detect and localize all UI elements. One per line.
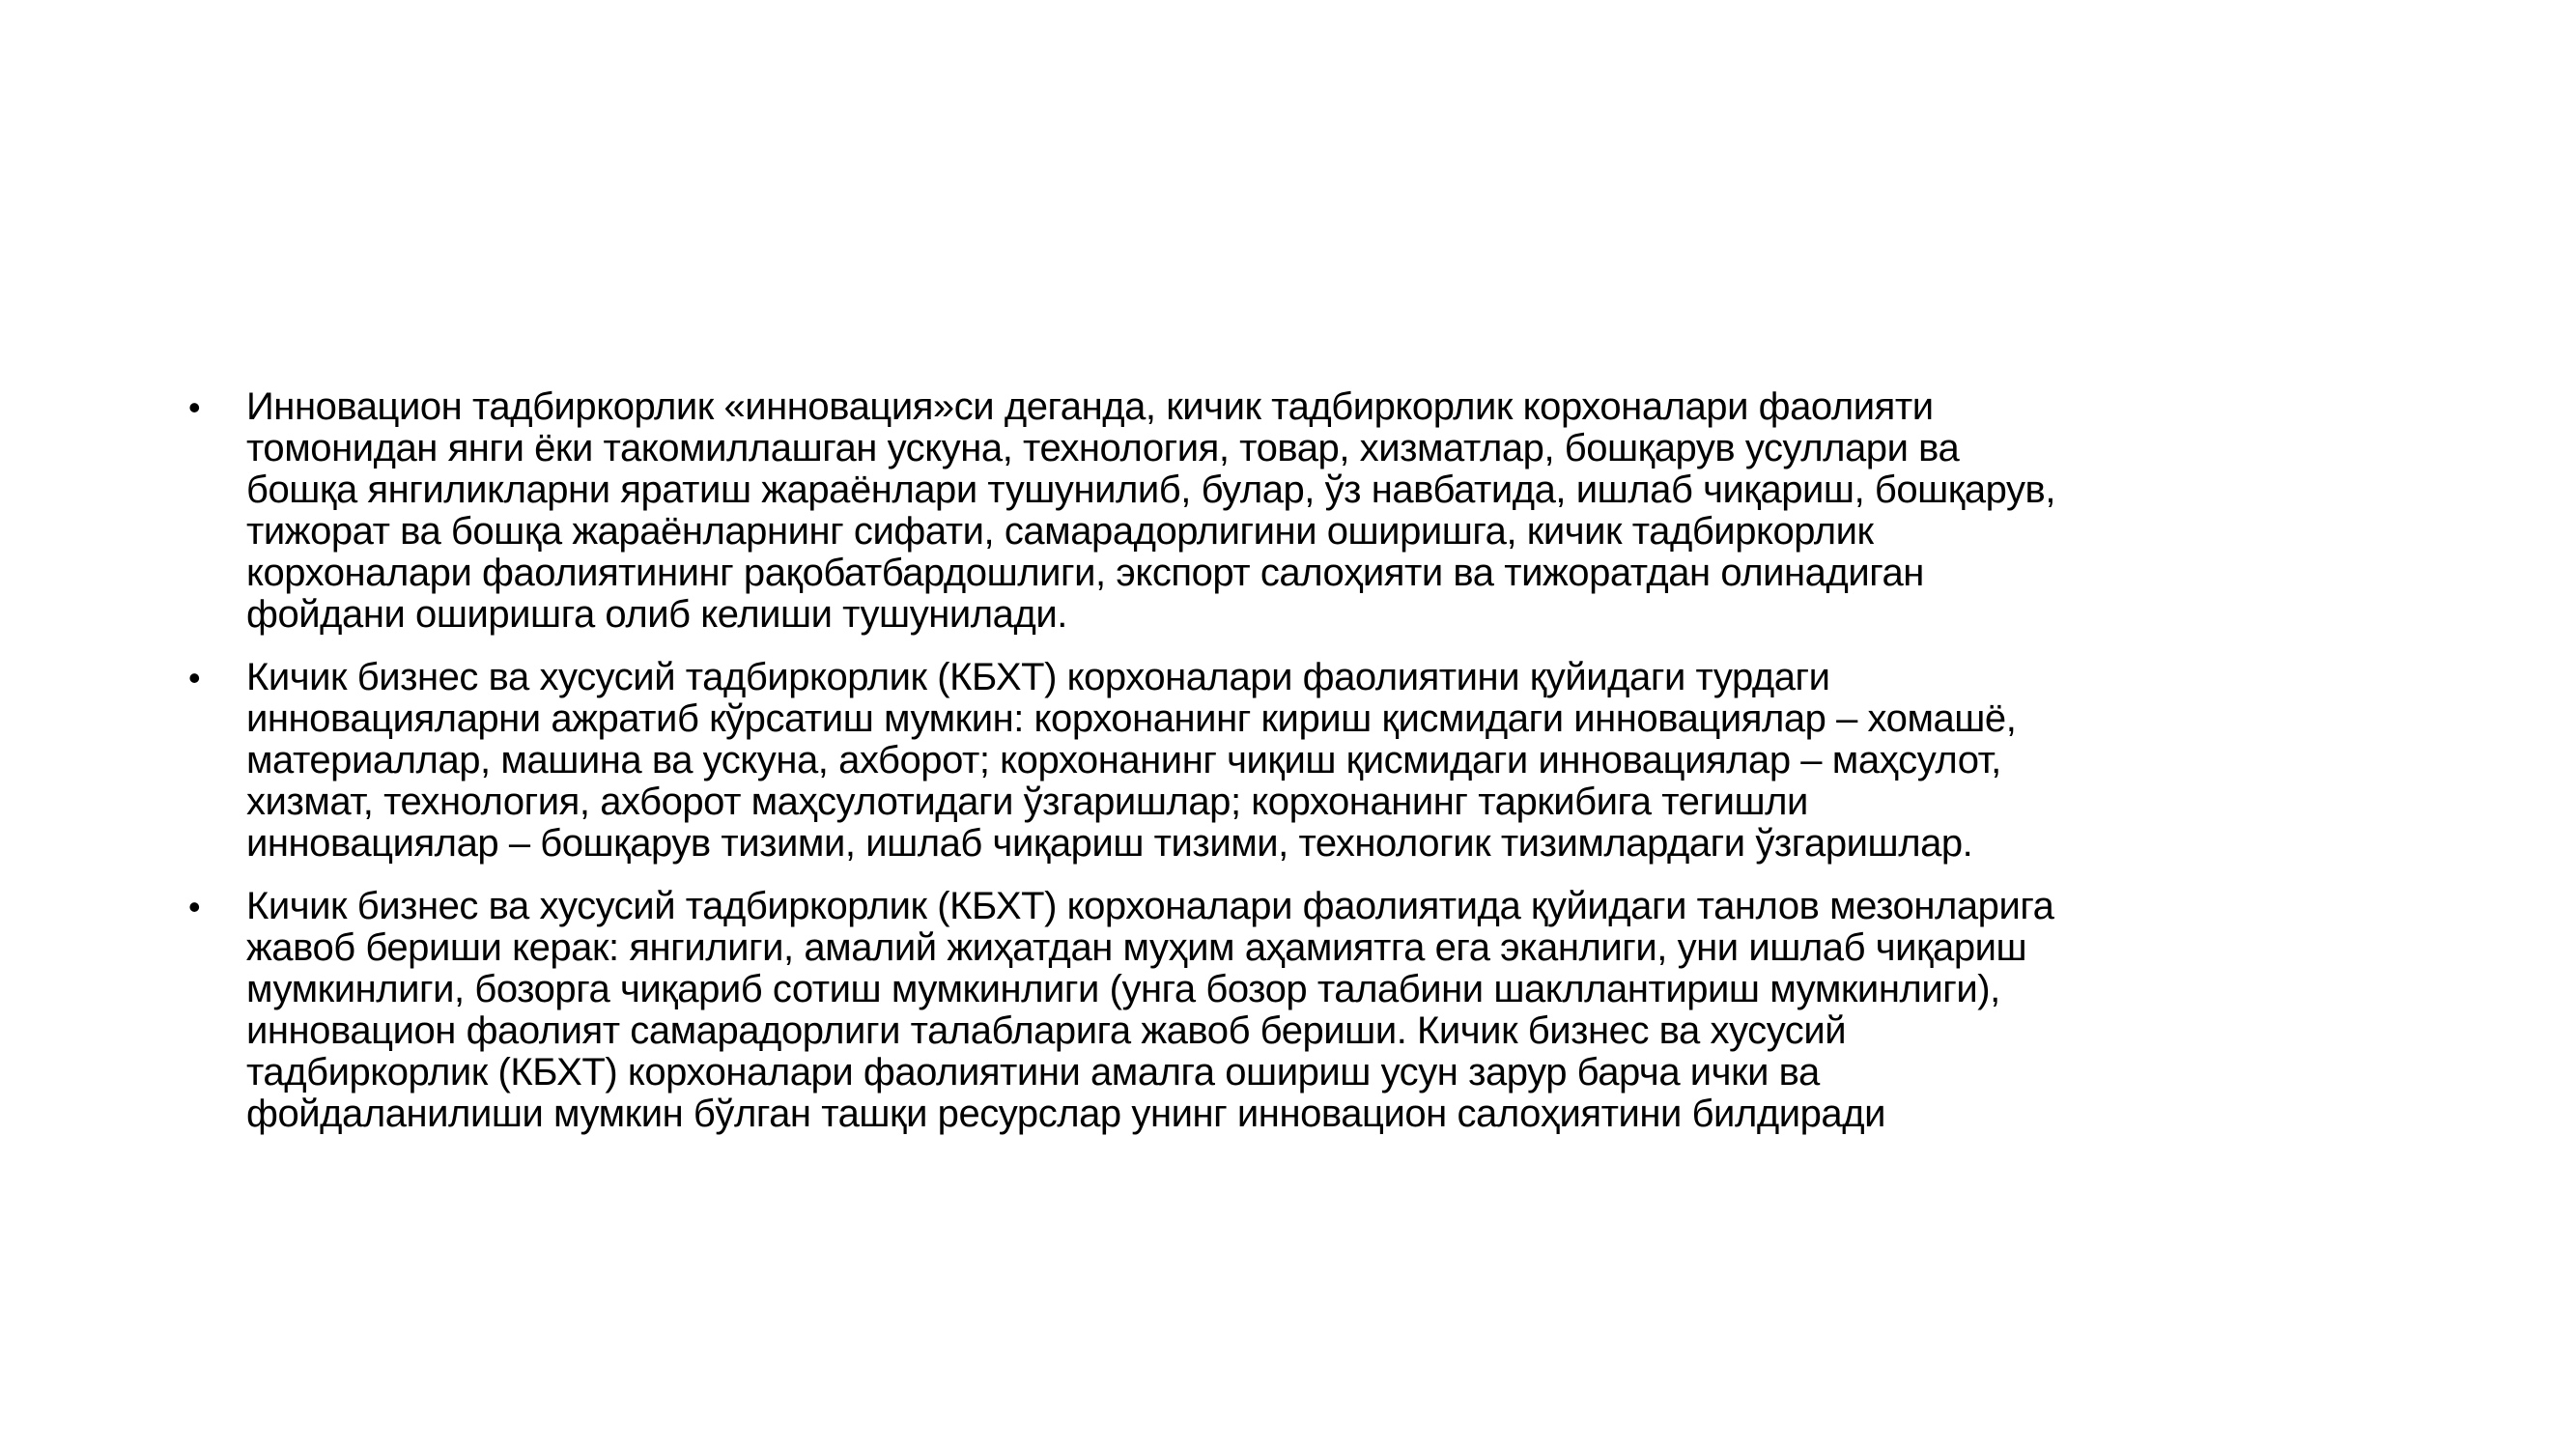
bullet-1-line-5: корхоналари фаолиятининг рақобатбардошлиги, экспорт салоҳияти ва тижоратдан олинадиган <box>246 552 1924 594</box>
bullet-2-line-4: хизмат, технология, ахборот маҳсулотидаги ўзгаришлар; корхонанинг таркибига тегишли <box>246 781 1808 823</box>
bullet-3-line-4: инновацион фаолият самарадорлиги талабларига жавоб бериши. Кичик бизнес ва хусусий <box>246 1009 1847 1052</box>
bullet-1-line-6: фойдани оширишга олиб келиши тушунилади. <box>246 593 1067 636</box>
bullet-1-line-1: Инновацион тадбиркорлик «инновация»си деганда, кичик тадбиркорлик корхоналари фаолияти <box>246 385 1934 428</box>
slide-body <box>188 386 2410 1156</box>
bullet-2-line-1: Кичик бизнес ва хусусий тадбиркорлик (КБХТ) корхоналари фаолиятини қуйидаги турдаги <box>246 656 1830 698</box>
bullet-item-1 <box>188 386 2410 636</box>
bullet-1-line-2: томонидан янги ёки такомиллашган ускуна, технология, товар, хизматлар, бошқарув усуллари ва <box>246 427 1960 469</box>
bullet-icon: • <box>188 887 201 926</box>
bullet-3-line-2: жавоб бериши керак: янгилиги, амалий жиҳатдан муҳим аҳамиятга ега эканлиги, уни ишлаб чиқариш <box>246 926 2027 969</box>
bullet-item-2 <box>188 657 2410 865</box>
bullet-icon: • <box>188 387 201 427</box>
bullet-3-line-5: тадбиркорлик (КБХТ) корхоналари фаолиятини амалга ошириш усун зарур барча ички ва <box>246 1051 1820 1094</box>
bullet-2-line-2: инновацияларни ажратиб кўрсатиш мумкин: корхонанинг кириш қисмидаги инновациялар – хомашё, <box>246 697 2017 740</box>
bullet-3-line-6: фойдаланилиши мумкин бўлган ташқи ресурслар унинг инновацион салоҳиятини билдиради <box>246 1093 1885 1135</box>
bullet-1-line-3: бошқа янгиликларни яратиш жараёнлари тушунилиб, булар, ўз навбатида, ишлаб чиқариш, бошқарув, <box>246 469 2055 511</box>
bullet-2-line-3: материаллар, машина ва ускуна, ахборот; корхонанинг чиқиш қисмидаги инновациялар – маҳсулот, <box>246 739 2001 781</box>
bullet-list <box>188 386 2410 1135</box>
bullet-icon: • <box>188 658 201 697</box>
bullet-3-line-3: мумкинлиги, бозорга чиқариб сотиш мумкинлиги (унга бозор талабини шакллантириш мумкинлиги), <box>246 968 2000 1010</box>
bullet-2-line-5: инновациялар – бошқарув тизими, ишлаб чиқариш тизими, технологик тизимлардаги ўзгаришлар. <box>246 822 1973 865</box>
bullet-3-line-1: Кичик бизнес ва хусусий тадбиркорлик (КБХТ) корхоналари фаолиятида қуйидаги танлов мезонларига <box>246 885 2054 927</box>
bullet-item-3 <box>188 886 2410 1135</box>
bullet-1-line-4: тижорат ва бошқа жараёнларнинг сифати, самарадорлигини оширишга, кичик тадбиркорлик <box>246 510 1874 553</box>
